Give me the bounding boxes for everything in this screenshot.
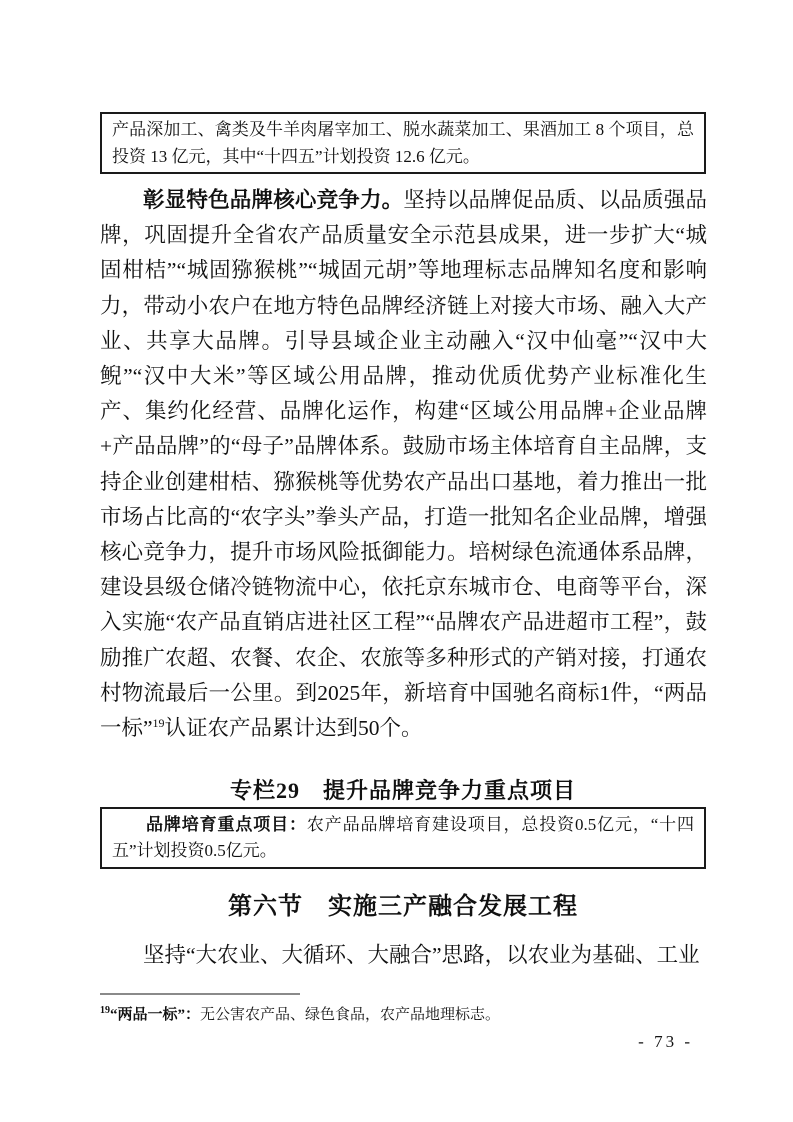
paragraph-body: 坚持以品牌促品质、以品质强品牌，巩固提升全省农产品质量安全示范县成果，进一步扩大“城固柑桔”“城固猕猴桃”“城固元胡”等地理标志品牌知名度和影响力，带动小农户在地方特色品牌经济链上对接大市场、融入大产业、共享大品牌。引导县域企业主动融入“汉中仙毫”“汉中大鲵”“汉中大米”等区域公用品牌，推动优质优势产业标准化生产、集约化经营、品牌化运作，构建“区域公用品牌+企业品牌+产品品牌”的“母子”品牌体系。鼓励市场主体培育自主品牌，支持企业创建柑桔、猕猴桃等优势农产品出口基地，着力推出一批市场占比高的“农字头”拳头产品，打造一批知名企业品牌，增强核心竞争力，提升市场风险抵御能力。培树绿色流通体系品牌，建设县级仓储冷链物流中心，依托京东城市仓、电商等平台，深入实施“农产品直销店进社区工程”“品牌农产品进超市工程”，鼓励推广农超、农餐、农企、农旅等多种形式的产销对接，打通农村物流最后一公里。到2025年，新培育中国驰名商标1件，“两品一标” bbox=[100, 188, 707, 741]
footnote-term-bold: “两品一标”： bbox=[110, 1007, 201, 1023]
footnote-marker: 19 bbox=[100, 1005, 110, 1016]
continuation-text: 产品深加工、禽类及牛羊肉屠宰加工、脱水蔬菜加工、果酒加工 8 个项目，总投资 13 亿元，其中“十四五”计划投资 12.6 亿元。 bbox=[112, 120, 694, 166]
paragraph-tail: 认证农产品累计达到50个。 bbox=[164, 716, 423, 741]
footnote-19 bbox=[100, 1004, 706, 1026]
paragraph-lead-bold: 彰显特色品牌核心竞争力。 bbox=[143, 188, 404, 212]
section-6-first-paragraph: 坚持“大农业、大循环、大融合”思路，以农业为基础、工业 bbox=[143, 943, 700, 967]
brand-competitiveness-paragraph bbox=[100, 183, 707, 746]
footnote-divider bbox=[100, 993, 300, 995]
footnote-definition: 无公害农产品、绿色食品，农产品地理标志。 bbox=[200, 1007, 501, 1023]
section-6-heading: 第六节 实施三产融合发展工程 bbox=[228, 893, 578, 920]
column-29-project-box bbox=[100, 807, 706, 869]
project-box-text: 农产品品牌培育建设项目，总投资0.5亿元，“十四五”计划投资0.5亿元。 bbox=[112, 815, 695, 860]
footnote-reference-19: 19 bbox=[152, 715, 165, 730]
continuation-text-box bbox=[100, 112, 706, 174]
page-number: - 73 - bbox=[638, 1032, 693, 1051]
project-box-lead-bold: 品牌培育重点项目： bbox=[146, 815, 307, 834]
column-29-heading: 专栏29 提升品牌竞争力重点项目 bbox=[229, 778, 576, 803]
